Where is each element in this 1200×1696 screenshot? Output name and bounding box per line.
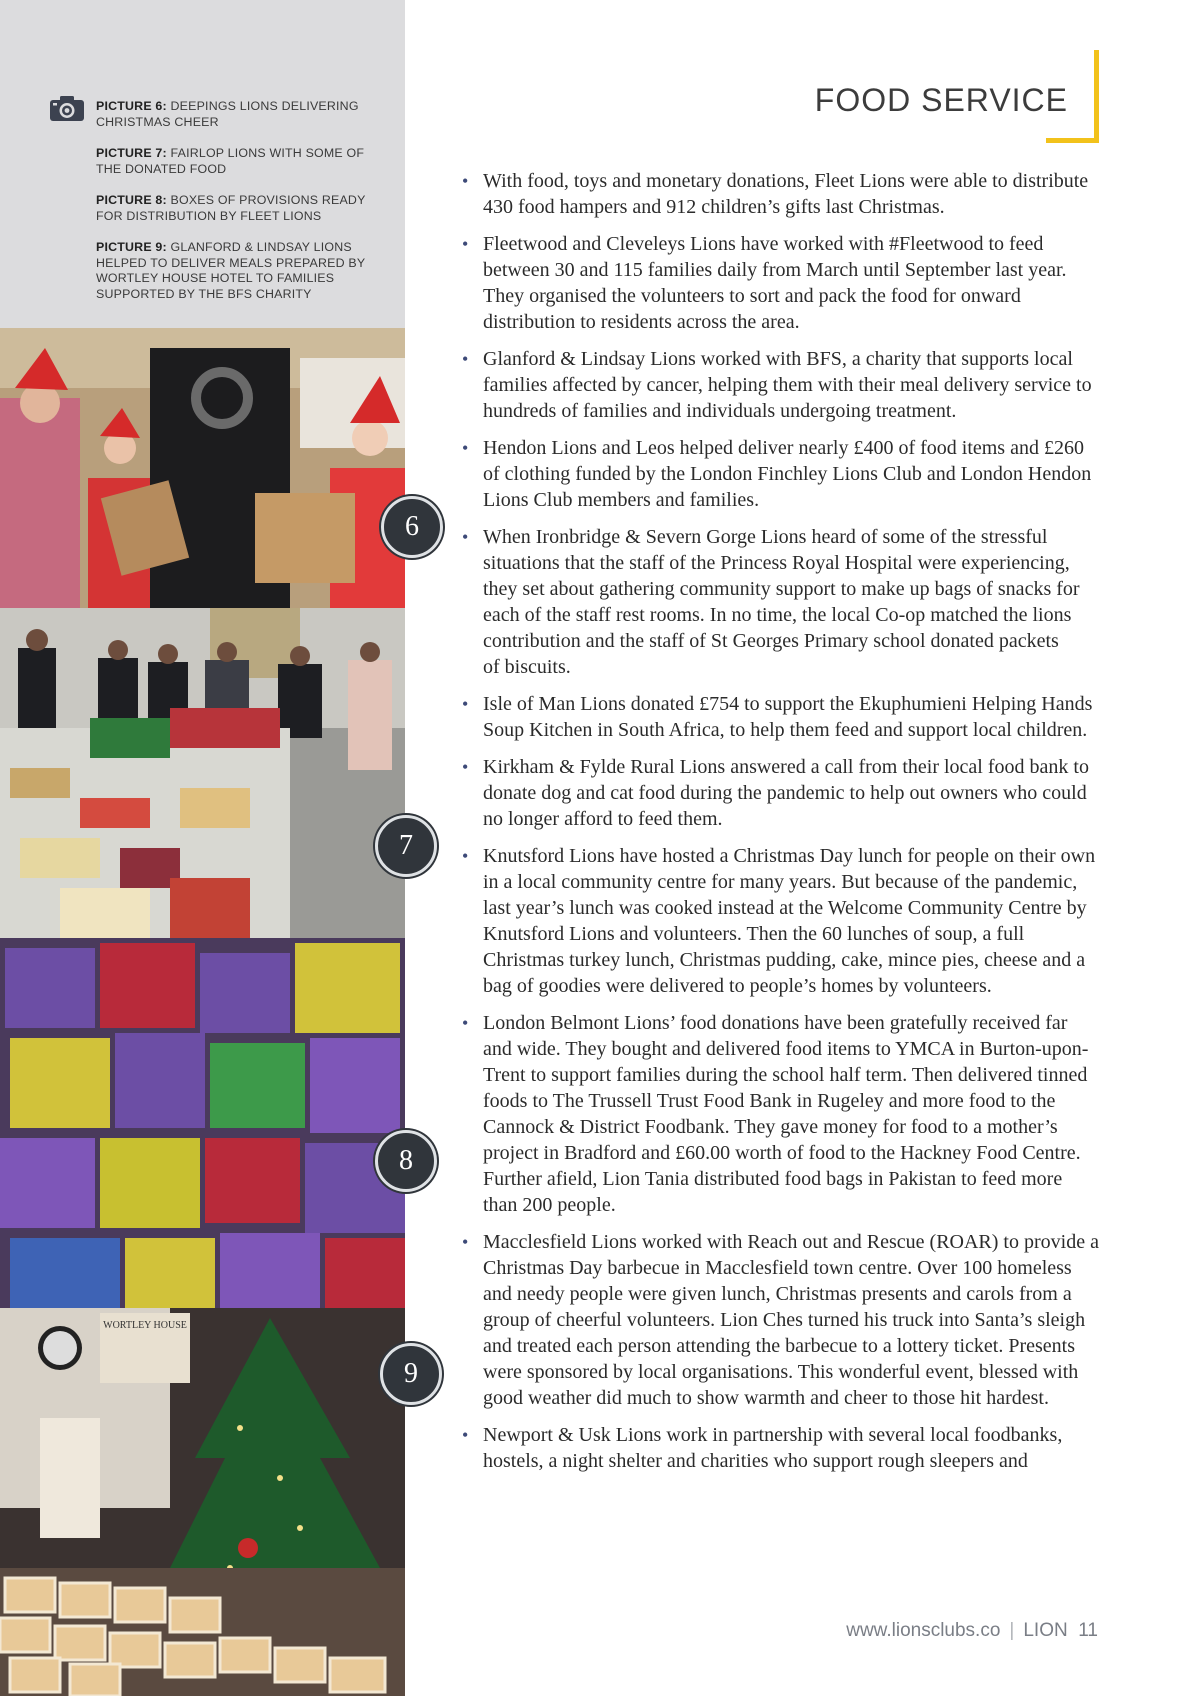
photo-number-badge: 6 [381,496,443,558]
list-item: • Isle of Man Lions donated £754 to support the Ekuphumieni Helping Hands Soup Kitchen in South Africa, to help them feed and support local children. [462,691,1100,743]
caption-picture-9: PICTURE 9: GLANFORD & LINDSAY LIONS HELPED TO DELIVER MEALS PREPARED BY WORTLEY HOUSE HOTEL TO FAMILIES SUPPORTED BY THE BFS CHARITY [96,240,366,301]
photo-6 [0,328,405,608]
footer-magazine-name: LION [1023,1620,1068,1641]
title-accent-bracket [1046,50,1099,143]
caption-panel [0,0,405,328]
photo-9 [0,1308,405,1696]
camera-icon [49,94,85,122]
page-number: 11 [1078,1620,1098,1641]
footer-separator: | [1009,1620,1015,1641]
photo-number-badge: 8 [375,1130,437,1192]
list-item: • Macclesfield Lions worked with Reach out and Rescue (ROAR) to provide a Christmas Day barbecue in Macclesfield town centre. Over 100 homeless and needy people were given lunch, Christmas presents and carols from a group of cheerful volunteers. Lion Ches turned his truck into Santa’s sleigh and treated each person attending the barbecue to a lottery ticket. Presents were sponsored by local organisations. This wonderful event, blessed with good weather did much to show warmth and cheer to those hit hardest. [462,1229,1100,1411]
photo-captions [96,99,366,318]
caption-picture-7: PICTURE 7: FAIRLOP LIONS WITH SOME OF THE DONATED FOOD [96,146,365,176]
caption-picture-6: PICTURE 6: DEEPINGS LIONS DELIVERING CHRISTMAS CHEER [96,99,359,129]
caption-picture-8: PICTURE 8: BOXES OF PROVISIONS READY FOR DISTRIBUTION BY FLEET LIONS [96,193,366,223]
photo-7 [0,608,405,938]
list-item: • Kirkham & Fylde Rural Lions answered a call from their local food bank to donate dog and cat food during the pandemic to help out owners who could no longer afford to feed them. [462,754,1100,832]
list-item: • Newport & Usk Lions work in partnership with several local foodbanks, hostels, a night shelter and charities who support rough sleepers and [462,1422,1100,1474]
photo-number-badge: 7 [375,815,437,877]
photo-8 [0,938,405,1308]
section-title: FOOD SERVICE [814,82,1068,118]
list-item: • When Ironbridge & Severn Gorge Lions heard of some of the stressful situations that the staff of the Princess Royal Hospital were experiencing, they set about gathering community support to make up bags of snacks for each of the staff rest rooms. In no time, the local Co-op matched the lions contribution and the staff of St Georges Primary school donated packets of biscuits. [462,524,1100,680]
svg-text:WORTLEY HOUSE: WORTLEY HOUSE [103,1320,187,1331]
list-item: • Fleetwood and Cleveleys Lions have worked with #Fleetwood to feed between 30 and 115 families daily from March until September last year. They organised the volunteers to sort and pack the food for onward distribution to residents across the area. [462,231,1100,335]
list-item: • London Belmont Lions’ food donations have been gratefully received far and wide. They bought and delivered food items to YMCA in Burton-upon-Trent to support families during the school half term. Then delivered tinned foods to The Trussell Trust Food Bank in Rugeley and more food to the Cannock & District Foodbank. They gave money for food to a mother’s project in Bradford and £60.00 worth of food to the Hackney Food Centre. Further afield, Lion Tania distributed food bags in Pakistan to feed more than 200 people. [462,1010,1100,1218]
footer-website-link[interactable]: www.lionsclubs.co [846,1620,1001,1641]
page-footer [846,1620,1098,1642]
list-item: • Hendon Lions and Leos helped deliver nearly £400 of food items and £260 of clothing funded by the London Finchley Lions Club and London Hendon Lions Club members and families. [462,435,1100,513]
list-item: • Glanford & Lindsay Lions worked with BFS, a charity that supports local families affected by cancer, helping them with their meal delivery service to hundreds of families and individuals undergoing treatment. [462,346,1100,424]
photo-number-badge: 9 [380,1343,442,1405]
food-service-list [462,168,1100,1485]
list-item: • Knutsford Lions have hosted a Christmas Day lunch for people on their own in a local community centre for many years. But because of the pandemic, last year’s lunch was cooked instead at the Welcome Community Centre by Knutsford Lions and volunteers. Then the 60 lunches of soup, a full Christmas turkey lunch, Christmas pudding, cake, mince pies, cheese and a bag of goodies were delivered to people’s homes by volunteers. [462,843,1100,999]
list-item: • With food, toys and monetary donations, Fleet Lions were able to distribute 430 food hampers and 912 children’s gifts last Christmas. [462,168,1100,220]
